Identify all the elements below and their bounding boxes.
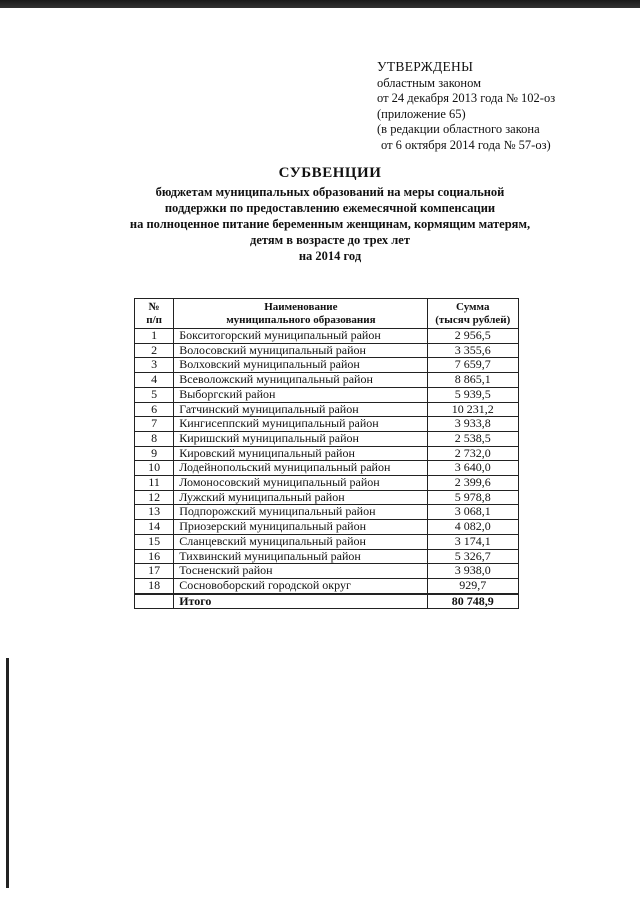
table-header-row [135, 299, 519, 329]
row-number: 10 [135, 461, 174, 476]
row-name: Лодейнопольский муниципальный район [174, 461, 427, 476]
row-sum: 929,7 [427, 578, 518, 593]
row-number: 2 [135, 343, 174, 358]
row-name: Гатчинский муниципальный район [174, 402, 427, 417]
table-row [135, 373, 519, 388]
table-row [135, 534, 519, 549]
row-name: Подпорожский муниципальный район [174, 505, 427, 520]
row-number: 1 [135, 329, 174, 344]
row-number: 17 [135, 564, 174, 579]
row-sum: 2 538,5 [427, 431, 518, 446]
row-sum: 3 355,6 [427, 343, 518, 358]
row-name: Тихвинский муниципальный район [174, 549, 427, 564]
table-row [135, 343, 519, 358]
row-number: 15 [135, 534, 174, 549]
row-name: Всеволожский муниципальный район [174, 373, 427, 388]
total-label: Итого [174, 594, 427, 609]
title-line: на 2014 год [298, 249, 362, 263]
row-name: Волховский муниципальный район [174, 358, 427, 373]
row-name: Сосновоборский городской округ [174, 578, 427, 593]
row-name: Волосовский муниципальный район [174, 343, 427, 358]
title-line: детям в возрасте до трех лет [250, 233, 410, 247]
row-sum: 3 068,1 [427, 505, 518, 520]
row-name: Киришский муниципальный район [174, 431, 427, 446]
title-main: СУБВЕНЦИИ [278, 165, 382, 181]
table-total-row [135, 594, 519, 609]
row-number: 9 [135, 446, 174, 461]
row-name: Ломоносовский муниципальный район [174, 476, 427, 491]
row-name: Кингисеппский муниципальный район [174, 417, 427, 432]
total-num-cell [135, 594, 174, 609]
header-num-line: п/п [146, 314, 162, 326]
row-number: 13 [135, 505, 174, 520]
row-sum: 3 938,0 [427, 564, 518, 579]
header-num [135, 299, 174, 329]
row-sum: 5 978,8 [427, 490, 518, 505]
header-num-line: № [148, 301, 160, 313]
row-name: Выборгский район [174, 387, 427, 402]
table-row [135, 476, 519, 491]
row-number: 8 [135, 431, 174, 446]
row-sum: 3 640,0 [427, 461, 518, 476]
row-sum: 8 865,1 [427, 373, 518, 388]
row-sum: 3 933,8 [427, 417, 518, 432]
table-row [135, 564, 519, 579]
row-sum: 5 939,5 [427, 387, 518, 402]
table-row [135, 549, 519, 564]
table-row [135, 490, 519, 505]
approval-line: от 24 декабря 2013 года № 102-оз [377, 91, 556, 105]
row-number: 5 [135, 387, 174, 402]
scan-mark-left [6, 658, 9, 888]
subsidies-table [134, 298, 519, 609]
row-name: Бокситогорский муниципальный район [174, 329, 427, 344]
row-number: 4 [135, 373, 174, 388]
approval-line: от 6 октября 2014 года № 57-оз) [381, 137, 551, 152]
header-sum-line: Сумма [456, 301, 490, 313]
row-number: 6 [135, 402, 174, 417]
table-row [135, 358, 519, 373]
approval-line: областным законом [377, 75, 482, 90]
table-row [135, 387, 519, 402]
table-row [135, 505, 519, 520]
header-name-line: Наименование [264, 301, 338, 313]
header-name [174, 299, 427, 329]
table-row [135, 446, 519, 461]
row-sum: 5 326,7 [427, 549, 518, 564]
table-row [135, 578, 519, 593]
document-title [90, 165, 570, 264]
total-sum: 80 748,9 [427, 594, 518, 609]
approval-heading: УТВЕРЖДЕНЫ [377, 59, 474, 74]
row-sum: 4 082,0 [427, 520, 518, 535]
row-number: 7 [135, 417, 174, 432]
title-line: поддержки по предоставлению ежемесячной компенсации [164, 201, 496, 215]
approval-stamp [377, 59, 617, 153]
table-row [135, 417, 519, 432]
row-sum: 10 231,2 [427, 402, 518, 417]
header-name-line: муниципального образования [226, 314, 376, 326]
row-number: 16 [135, 549, 174, 564]
table-row [135, 402, 519, 417]
header-sum [427, 299, 518, 329]
row-number: 18 [135, 578, 174, 593]
table-row [135, 461, 519, 476]
table-row [135, 431, 519, 446]
row-name: Лужский муниципальный район [174, 490, 427, 505]
approval-line: (в редакции областного закона [377, 122, 540, 136]
row-name: Приозерский муниципальный район [174, 520, 427, 535]
row-sum: 2 732,0 [427, 446, 518, 461]
table-row [135, 520, 519, 535]
row-sum: 2 956,5 [427, 329, 518, 344]
approval-line: (приложение 65) [377, 106, 466, 121]
row-number: 11 [135, 476, 174, 491]
row-sum: 2 399,6 [427, 476, 518, 491]
row-sum: 3 174,1 [427, 534, 518, 549]
scan-edge-top [0, 0, 640, 8]
title-line: бюджетам муниципальных образований на меры социальной [155, 185, 505, 199]
row-number: 14 [135, 520, 174, 535]
row-name: Тосненский район [174, 564, 427, 579]
table-row [135, 329, 519, 344]
row-name: Сланцевский муниципальный район [174, 534, 427, 549]
row-number: 12 [135, 490, 174, 505]
title-line: на полноценное питание беременным женщинам, кормящим матерям, [129, 217, 531, 231]
row-number: 3 [135, 358, 174, 373]
row-sum: 7 659,7 [427, 358, 518, 373]
row-name: Кировский муниципальный район [174, 446, 427, 461]
header-sum-line: (тысяч рублей) [435, 314, 511, 326]
